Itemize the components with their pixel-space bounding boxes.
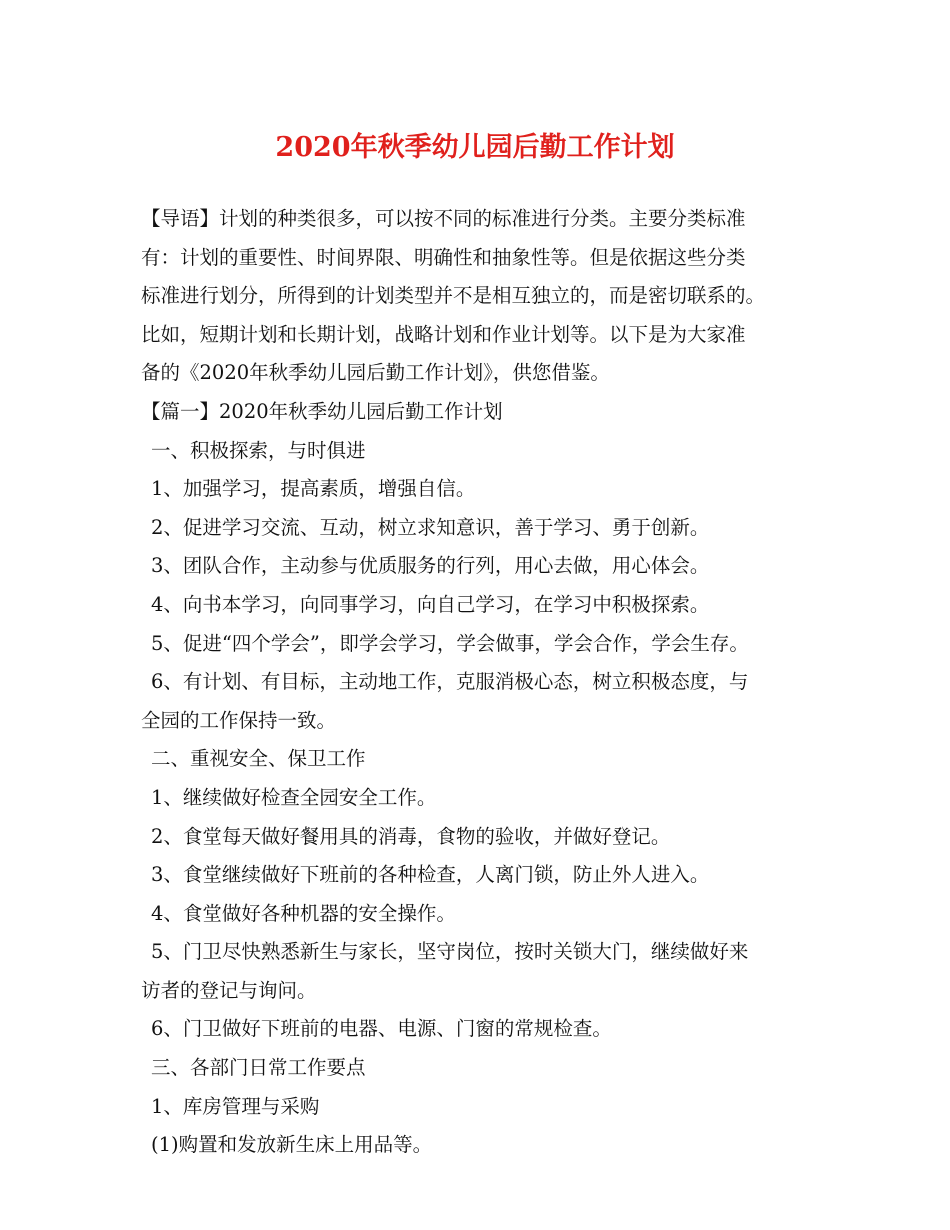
list-item: 1、加强学习，提高素质，增强自信。: [151, 477, 476, 501]
body-line: 【导语】计划的种类很多，可以按不同的标准进行分类。主要分类标准: [141, 207, 746, 230]
list-item: 6、门卫做好下班前的电器、电源、门窗的常规检查。: [151, 1017, 612, 1041]
subsection-heading: 三、各部门日常工作要点: [151, 1056, 366, 1080]
list-item: 2、促进学习交流、互动，树立求知意识，善于学习、勇于创新。: [151, 515, 710, 539]
list-item-continuation: 全园的工作保持一致。: [141, 708, 337, 732]
list-item: 3、团队合作，主动参与优质服务的行列，用心去做，用心体会。: [151, 554, 710, 578]
list-item: (1)购置和发放新生床上用品等。: [151, 1133, 433, 1157]
list-item: 1、库房管理与采购: [151, 1094, 320, 1118]
body-line: 备的《2020年秋季幼儿园后勤工作计划》，供您借鉴。: [141, 361, 610, 385]
subsection-heading: 二、重视安全、保卫工作: [151, 747, 366, 771]
body-line: 比如，短期计划和长期计划，战略计划和作业计划等。以下是为大家准: [141, 322, 746, 346]
subsection-heading: 一、积极探索，与时俱进: [151, 438, 366, 462]
list-item-continuation: 访者的登记与询问。: [141, 978, 317, 1002]
list-item: 2、食堂每天做好餐用具的消毒，食物的验收，并做好登记。: [151, 824, 671, 848]
section-heading: 【篇一】2020年秋季幼儿园后勤工作计划: [141, 399, 503, 423]
document-body: [141, 200, 831, 1165]
list-item: 5、门卫尽快熟悉新生与家长，坚守岗位，按时关锁大门，继续做好来: [151, 940, 749, 964]
list-item: 4、向书本学习，向同事学习，向自己学习，在学习中积极探索。: [151, 592, 710, 616]
body-line: 有：计划的重要性、时间界限、明确性和抽象性等。但是依据这些分类: [141, 245, 746, 269]
body-line: 标准进行划分，所得到的计划类型并不是相互独立的，而是密切联系的。: [141, 284, 766, 308]
document-title: 2020年秋季幼儿园后勤工作计划: [275, 132, 675, 163]
list-item: 3、食堂继续做好下班前的各种检查，人离门锁，防止外人进入。: [151, 863, 710, 887]
list-item: 6、有计划、有目标，主动地工作，克服消极心态，树立积极态度，与: [151, 670, 749, 694]
list-item: 4、食堂做好各种机器的安全操作。: [151, 901, 456, 925]
list-item: 1、继续做好检查全园安全工作。: [151, 785, 437, 809]
list-item: 5、促进“四个学会”，即学会学习，学会做事，学会合作，学会生存。: [151, 631, 749, 655]
